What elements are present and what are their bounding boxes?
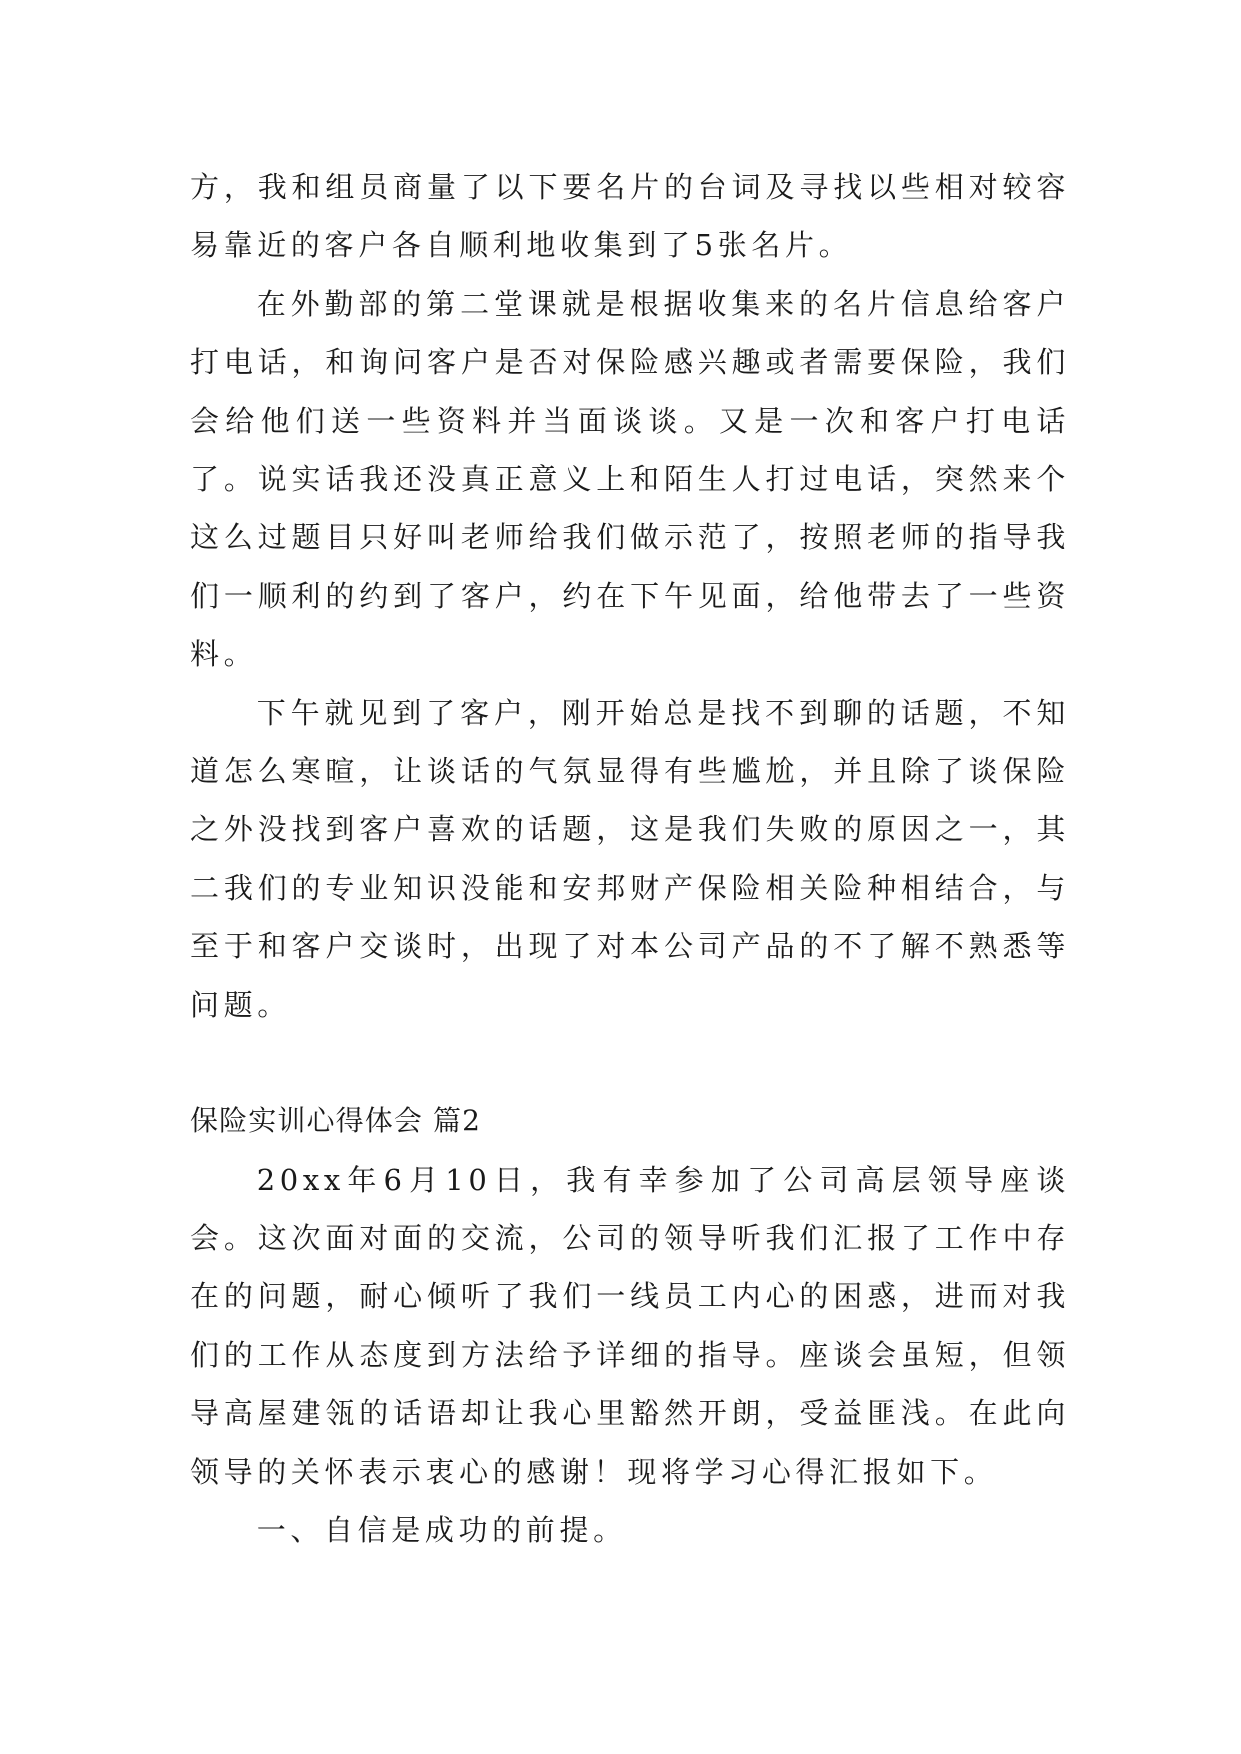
paragraph: 在外勤部的第二堂课就是根据收集来的名片信息给客户打电话，和询问客户是否对保险感兴趣或者需要保险，我们会给他们送一些资料并当面谈谈。又是一次和客户打电话了。说实话我还没真正意义上和陌生人打过电话，突然来个这么过题目只好叫老师给我们做示范了，按照老师的指导我们一顺利的约到了客户，约在下午见面，给他带去了一些资料。	[190, 286, 1070, 672]
document-page	[190, 158, 1070, 1559]
paragraph: 20xx年6月10日，我有幸参加了公司高层领导座谈会。这次面对面的交流，公司的领导听我们汇报了工作中存在的问题，耐心倾听了我们一线员工内心的困惑，进而对我们的工作从态度到方法给予详细的指导。座谈会虽短，但领导高屋建瓴的话语却让我心里豁然开朗，受益匪浅。在此向领导的关怀表示衷心的感谢！现将学习心得汇报如下。	[190, 1162, 1070, 1489]
section-title: 保险实训心得体会 篇2	[190, 1104, 482, 1138]
paragraph: 一、自信是成功的前提。	[256, 1512, 627, 1547]
paragraph: 下午就见到了客户，刚开始总是找不到聊的话题，不知道怎么寒暄，让谈话的气氛显得有些尴尬，并且除了谈保险之外没找到客户喜欢的话题，这是我们失败的原因之一，其二我们的专业知识没能和安邦财产保险相关险种相结合，与至于和客户交谈时，出现了对本公司产品的不了解不熟悉等问题。	[190, 695, 1070, 1022]
paragraph: 方，我和组员商量了以下要名片的台词及寻找以些相对较容易靠近的客户各自顺利地收集到了5张名片。	[190, 170, 1070, 263]
